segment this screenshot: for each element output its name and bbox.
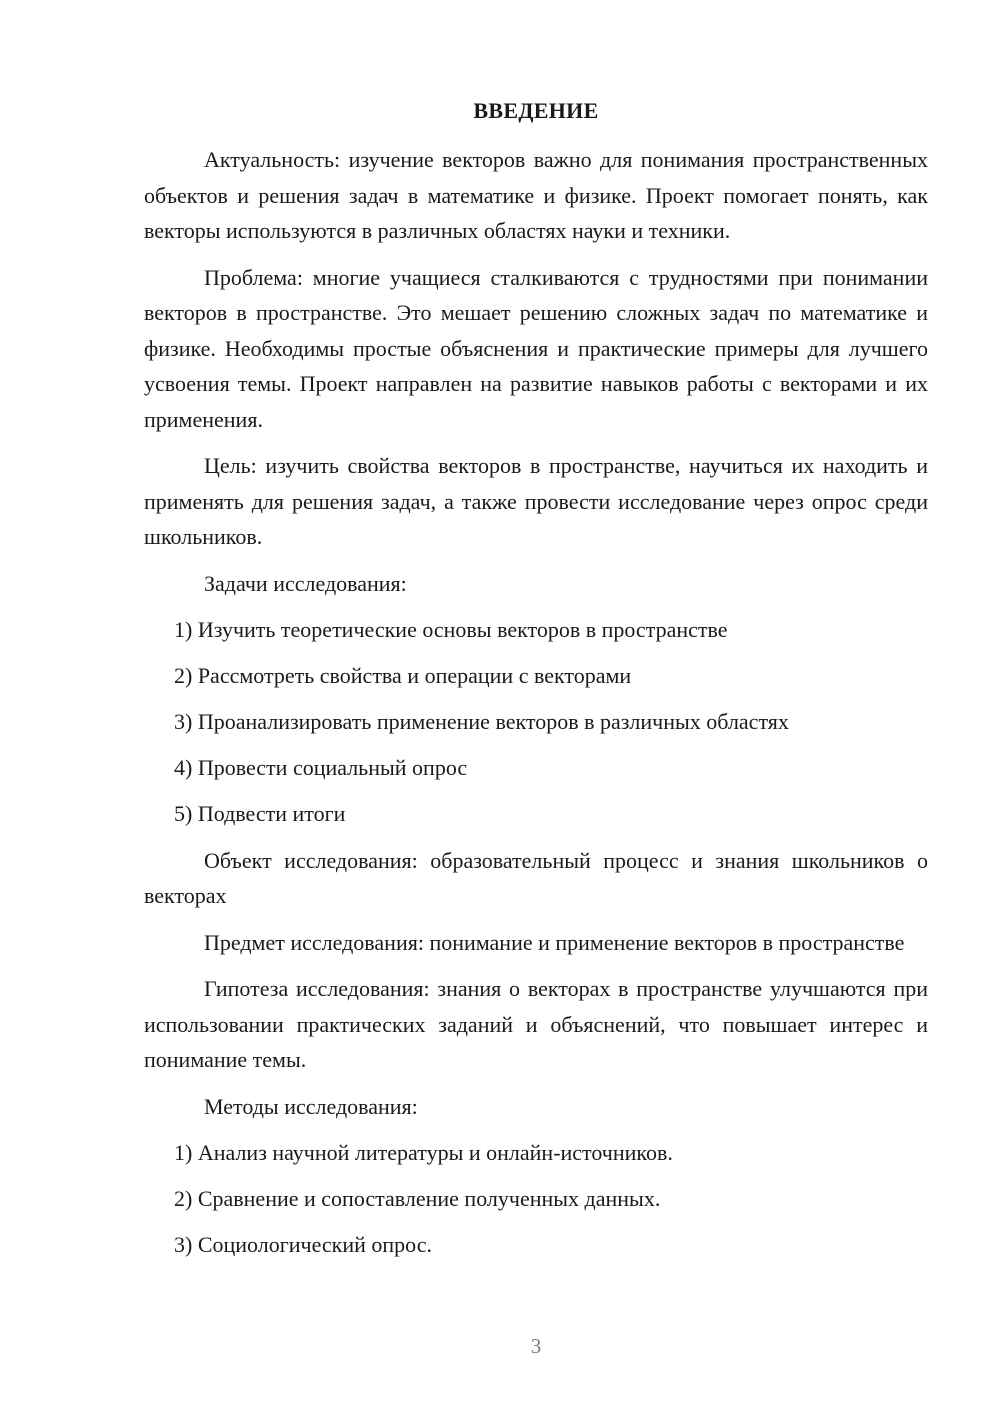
subject-paragraph: Предмет исследования: понимание и применение векторов в пространстве (204, 929, 905, 955)
tasks-title: Задачи исследования: (204, 570, 407, 596)
hypothesis-paragraph: Гипотеза исследования: знания о векторах в пространстве улучшаются при использовании практических заданий и объяснений, что повышает интерес и понимание темы. (144, 976, 928, 1072)
method-item-3: 3) Социологический опрос. (174, 1232, 432, 1257)
task-item-1: 1) Изучить теоретические основы векторов в пространстве (174, 617, 728, 642)
task-item-3: 3) Проанализировать применение векторов в различных областях (174, 709, 789, 734)
method-item-1: 1) Анализ научной литературы и онлайн-источников. (174, 1140, 673, 1165)
task-item-4: 4) Провести социальный опрос (174, 755, 468, 780)
method-item-2: 2) Сравнение и сопоставление полученных данных. (174, 1186, 661, 1211)
object-paragraph: Объект исследования: образовательный процесс и знания школьников о векторах (144, 847, 928, 908)
page-number: 3 (530, 1334, 542, 1358)
relevance-paragraph: Актуальность: изучение векторов важно для понимания пространственных объектов и решения задач в математике и физике. Проект помогает понять, как векторы используются в различных областях науки и техники. (144, 147, 928, 243)
section-heading: ВВЕДЕНИЕ (473, 98, 599, 123)
methods-title: Методы исследования: (204, 1093, 418, 1119)
task-item-5: 5) Подвести итоги (174, 801, 346, 826)
goal-paragraph: Цель: изучить свойства векторов в пространстве, научиться их находить и применять для решения задач, а также провести исследование через опрос среди школьников. (144, 453, 928, 549)
task-item-2: 2) Рассмотреть свойства и операции с векторами (174, 663, 632, 688)
problem-paragraph: Проблема: многие учащиеся сталкиваются с трудностями при понимании векторов в пространстве. Это мешает решению сложных задач по математике и физике. Необходимы простые объяснения и практические примеры для лучшего усвоения темы. Проект направлен на развитие навыков работы с векторами и их применения. (144, 264, 928, 432)
section-body (144, 142, 928, 1274)
